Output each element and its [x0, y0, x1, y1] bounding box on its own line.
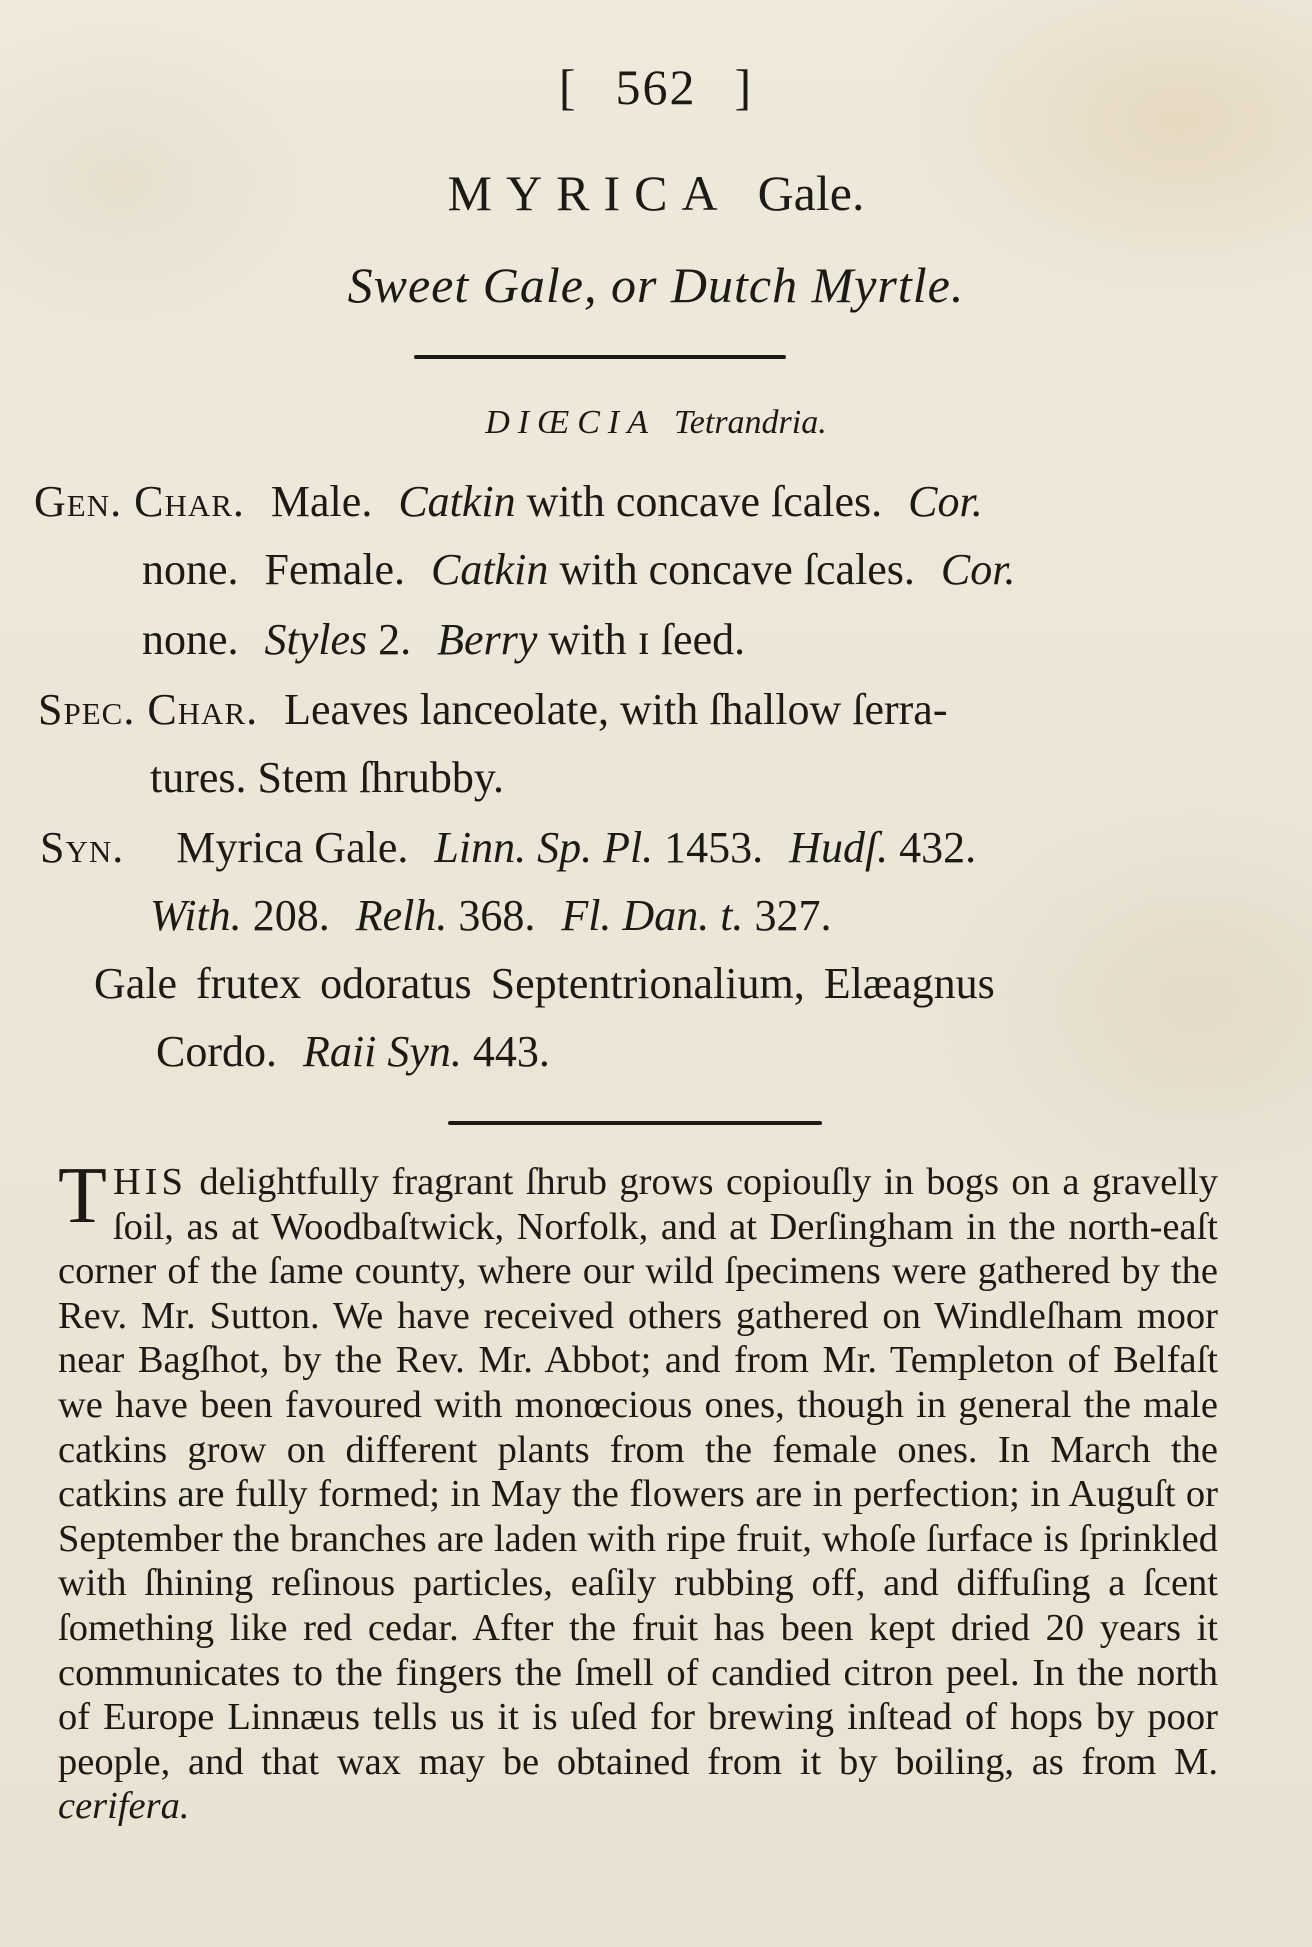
syn-line-3: Gale frutex odoratus Septentrionalium, Elæagnus: [94, 959, 995, 1008]
divider-rule: [448, 1121, 822, 1125]
drop-cap: T: [58, 1152, 107, 1240]
species-name: Gale.: [757, 165, 865, 221]
page-number-value: 562: [615, 59, 697, 115]
page-number: [ 562 ]: [558, 59, 754, 115]
spec-char-label: Spec. Char.: [38, 685, 259, 734]
opening-caps: HIS: [112, 1161, 187, 1203]
syn-line-1: Syn. Myrica Gale. Linn. Sp. Pl. 1453. Hudſ. 432.: [40, 823, 977, 872]
paragraph-text: delightfully fragrant ſhrub grows copiouſly in bogs on a gravelly ſoil, as at Woodbaſtwick, Norfolk, and at Derſingham in the north-eaſt corner of the ſame county, where our wild ſpecimens were gathered by the Rev. Mr. Sutton. We have received others gathered on Windleſham moor near Bagſhot, by the Rev. Mr. Abbot; and from Mr. Templeton of Belfaſt we have been favoured with monœcious ones, though in general the male catkins grow on different plants from the female ones. In March the catkins are fully formed; in May the flowers are in perfection; in Auguſt or September the branches are laden with ripe fruit, whoſe ſurface is ſprinkled with ſhining reſinous particles, eaſily rubbing off, and diffuſing a ſcent ſomething like red cedar. After the fruit has been kept dried 20 years it communicates to the fingers the ſmell of candied citron peel. In the north of Europe Linnæus tells us it is uſed for brewing inſtead of hops by poor people, and that wax may be obtained from it by boiling, as from M.: [58, 1161, 1218, 1783]
gen-char-line-2: none. Female. Catkin with concave ſcales. Cor.: [142, 545, 1016, 594]
syn-label: Syn.: [40, 823, 125, 872]
page-title: [0, 164, 1312, 222]
syn-line-4: Cordo. Raii Syn. 443.: [156, 1027, 550, 1076]
common-name: Sweet Gale, or Dutch Myrtle.: [347, 257, 965, 313]
spec-char-line-2: tures. Stem ſhrubby.: [150, 753, 504, 802]
class-name: DIŒCIA: [485, 404, 656, 441]
genus-name: MYRICA: [447, 165, 732, 221]
spec-char-line-1: Spec. Char. Leaves lanceolate, with ſhallow ſerra-: [38, 685, 948, 734]
classification: [0, 404, 1312, 442]
gen-char-line-1: Gen. Char. Male. Catkin with concave ſcales. Cor.: [34, 477, 983, 526]
order-name: Tetrandria.: [674, 404, 827, 441]
gen-char-label: Gen. Char.: [34, 477, 245, 526]
syn-line-2: With. 208. Relh. 368. Fl. Dan. t. 327.: [150, 891, 832, 940]
paragraph-italic-end: cerifera.: [58, 1785, 190, 1828]
divider-rule: [414, 355, 786, 359]
description-paragraph: [58, 1152, 1218, 1829]
gen-char-line-3: none. Styles 2. Berry with ɪ ſeed.: [142, 615, 746, 664]
